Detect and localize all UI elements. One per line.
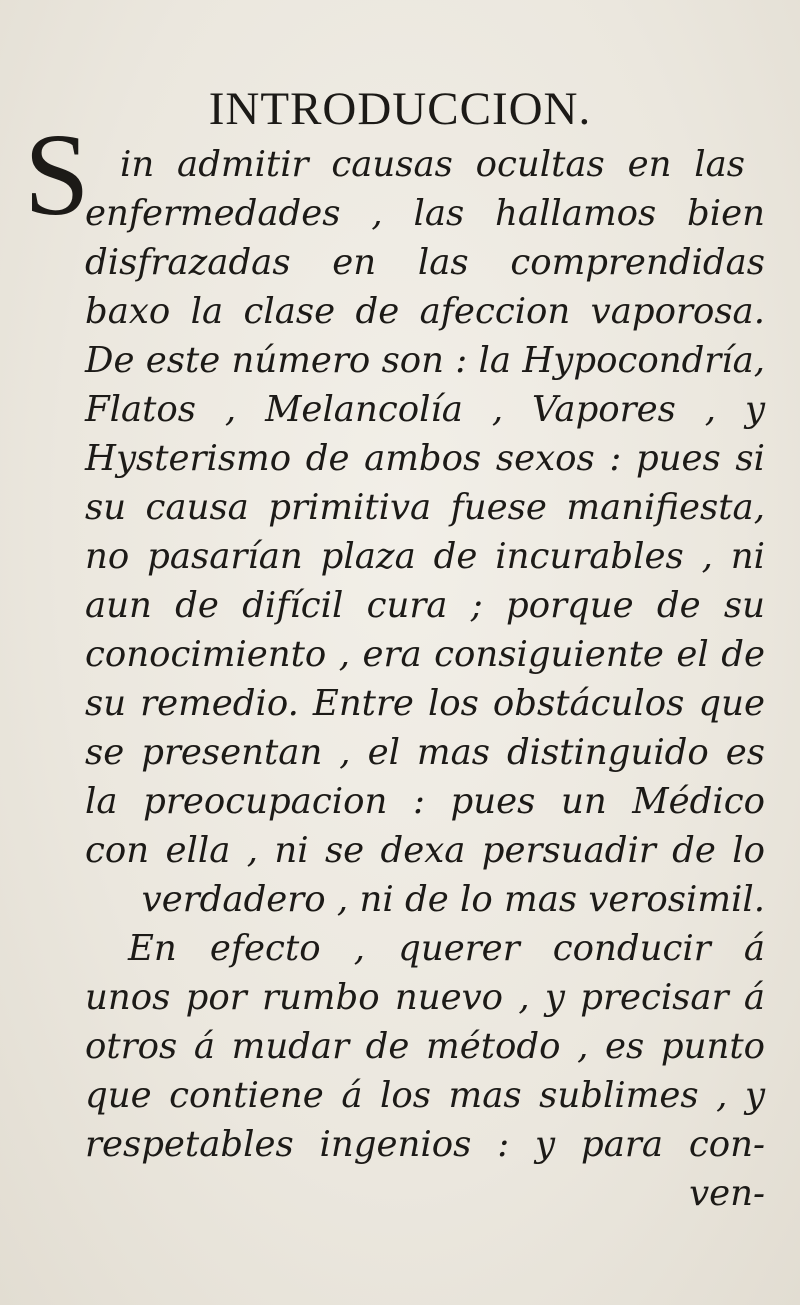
text-line: la preocupacion : pues un Médico <box>85 781 765 822</box>
text-line: aun de difícil cura ; porque de su <box>85 585 765 626</box>
text-line: verdadero , ni de lo mas verosimil. <box>141 879 765 920</box>
catchword: ven- <box>689 1173 765 1214</box>
text-line: Hysterismo de ambos sexos : pues si <box>85 438 765 479</box>
text-line: su remedio. Entre los obstáculos que <box>85 683 765 724</box>
text-line: disfrazadas en las comprendidas <box>85 242 765 283</box>
text-line: se presentan , el mas distinguido es <box>85 732 765 773</box>
text-line: con ella , ni se dexa persuadir de lo <box>85 830 765 871</box>
text-line: no pasarían plaza de incurables , ni <box>85 536 765 577</box>
chapter-heading: INTRODUCCION. <box>208 83 592 135</box>
text-line: unos por rumbo nuevo , y precisar á <box>85 977 765 1018</box>
text-line: que contiene á los mas sublimes , y <box>85 1075 765 1116</box>
text-line: enfermedades , las hallamos bien <box>85 193 765 234</box>
text-line: En efecto , querer conducir á <box>128 928 765 969</box>
drop-cap: S <box>24 109 90 240</box>
text-line: in admitir causas ocultas en las <box>120 144 745 185</box>
text-line: conocimiento , era consiguiente el de <box>85 634 765 675</box>
text-line: respetables ingenios : y para con- <box>85 1124 765 1165</box>
text-line: otros á mudar de método , es punto <box>85 1026 765 1067</box>
text-line: Flatos , Melancolía , Vapores , y <box>85 389 765 430</box>
text-line: su causa primitiva fuese manifiesta, <box>85 487 765 528</box>
text-line: De este número son : la Hypocondría, <box>85 340 766 381</box>
text-line: baxo la clase de afeccion vaporosa. <box>85 291 765 332</box>
